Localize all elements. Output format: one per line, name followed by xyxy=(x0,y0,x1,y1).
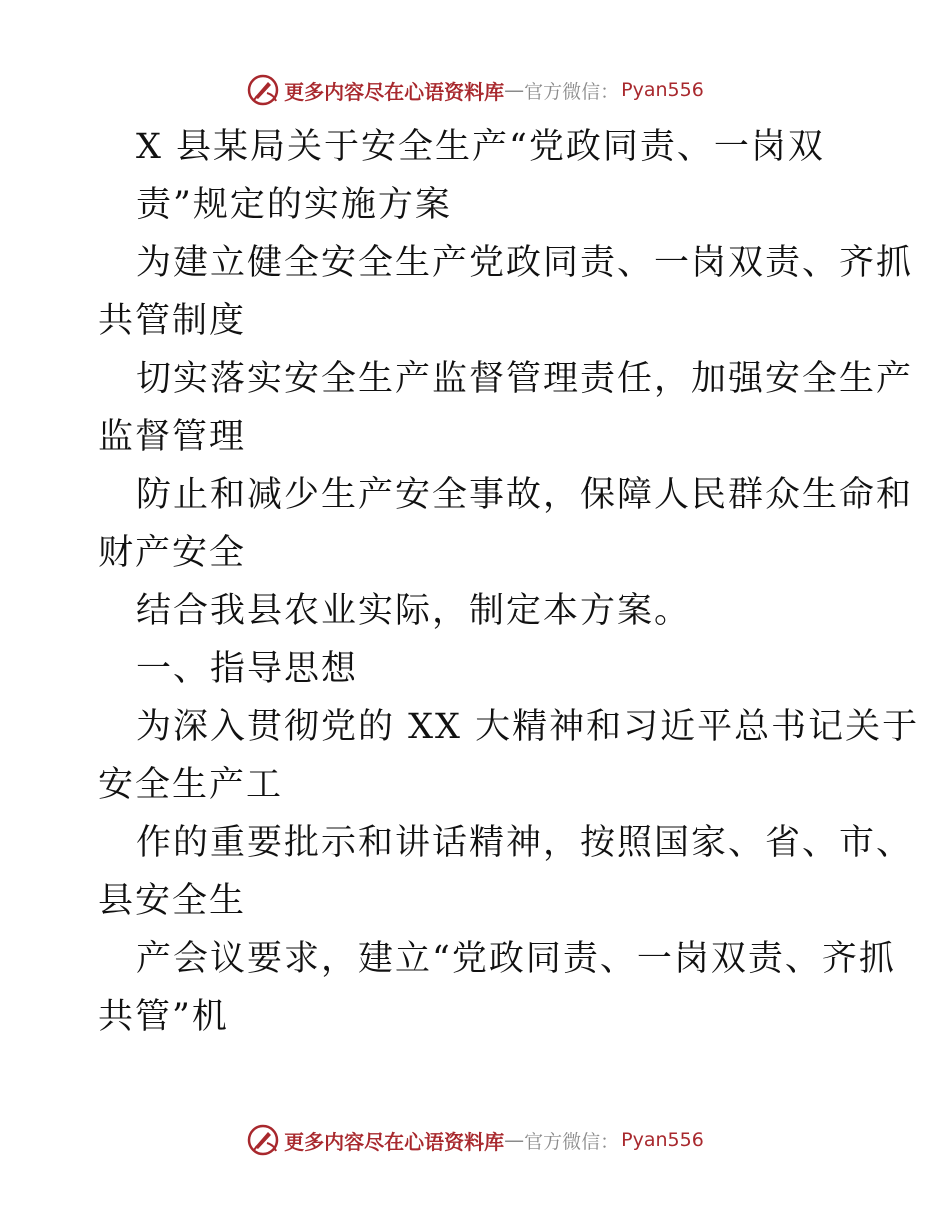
quill-pen-logo-icon xyxy=(246,73,280,107)
banner-separator: — xyxy=(504,1128,525,1152)
doc-title-line-1: X 县某局关于安全生产“党政同责、一岗双 xyxy=(136,127,825,167)
paragraph-line: 县安全生 xyxy=(98,881,247,921)
footer-banner xyxy=(0,1120,950,1160)
paragraph-line: 为深入贯彻党的 XX 大精神和习近平总书记关于 xyxy=(136,707,920,747)
paragraph-line: 作的重要批示和讲话精神，按照国家、省、市、 xyxy=(136,823,914,863)
wechat-id: Pyan556 xyxy=(621,1129,704,1151)
paragraph-line: 财产安全 xyxy=(98,533,247,573)
paragraph-line: 产会议要求，建立“党政同责、一岗双责、齐抓 xyxy=(136,939,896,979)
paragraph-line: 结合我县农业实际，制定本方案。 xyxy=(136,591,692,631)
banner-separator: — xyxy=(504,78,525,102)
wechat-label: 官方微信： xyxy=(524,1130,620,1153)
document-body xyxy=(98,118,920,1046)
site-name: 更多内容尽在心语资料库 xyxy=(284,1129,505,1154)
wechat-label: 官方微信： xyxy=(524,80,620,103)
paragraph-line: 切实落实安全生产监督管理责任，加强安全生产 xyxy=(136,359,914,399)
paragraph-line: 防止和减少生产安全事故，保障人民群众生命和 xyxy=(136,475,914,515)
paragraph-line: 监督管理 xyxy=(98,417,247,457)
quill-pen-logo-icon xyxy=(246,1123,280,1157)
header-banner xyxy=(0,70,950,110)
doc-title-line-2: 责”规定的实施方案 xyxy=(136,185,452,225)
paragraph-line: 共管”机 xyxy=(98,997,229,1037)
paragraph-line: 共管制度 xyxy=(98,301,247,341)
wechat-id: Pyan556 xyxy=(621,79,704,101)
paragraph-line: 为建立健全安全生产党政同责、一岗双责、齐抓 xyxy=(136,243,914,283)
section-heading: 一、指导思想 xyxy=(136,649,359,689)
paragraph-line: 安全生产工 xyxy=(98,765,284,805)
site-name: 更多内容尽在心语资料库 xyxy=(284,79,505,104)
